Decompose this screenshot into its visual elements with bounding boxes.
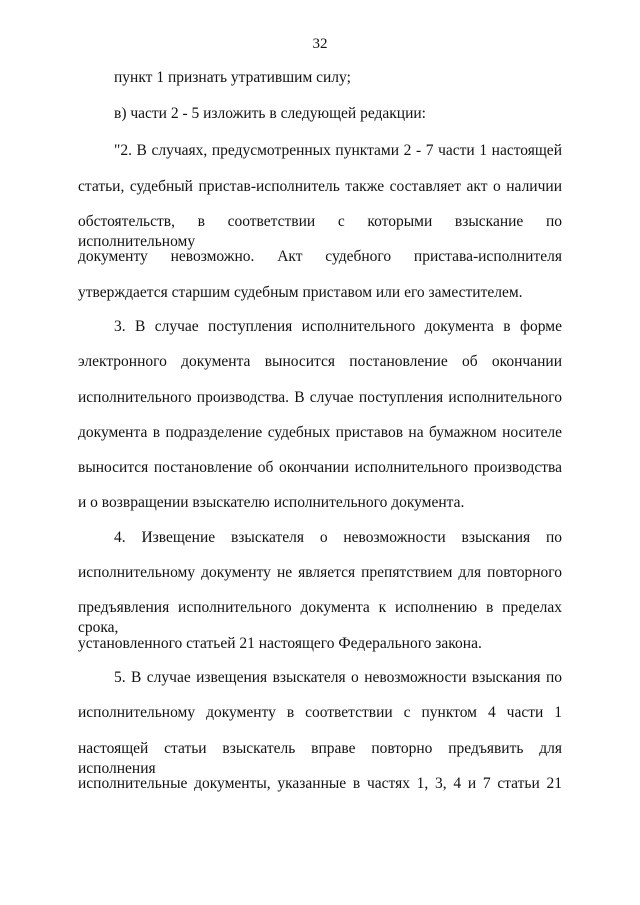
text-line: настоящей статьи взыскатель вправе повторно предъявить для исполнения — [78, 740, 562, 777]
text-line: выносится постановление об окончании исполнительного производства — [78, 459, 562, 476]
text-line: статьи, судебный пристав-исполнитель также составляет акт о наличии — [78, 178, 562, 195]
text-line: электронного документа выносится постановление об окончании — [78, 353, 562, 370]
text-line: документа в подразделение судебных приставов на бумажном носителе — [78, 424, 562, 441]
text-line: исполнительные документы, указанные в частях 1, 3, 4 и 7 статьи 21 — [78, 775, 562, 792]
text-line: "2. В случаях, предусмотренных пунктами 2 - 7 части 1 настоящей — [114, 142, 562, 159]
text-line: установленного статьей 21 настоящего Федерального закона. — [78, 635, 482, 652]
text-line: и о возвращении взыскателю исполнительного документа. — [78, 494, 465, 511]
text-line: утверждается старшим судебным приставом или его заместителем. — [78, 284, 523, 301]
text-line: исполнительного производства. В случае поступления исполнительного — [78, 389, 562, 406]
text-line: 3. В случае поступления исполнительного документа в форме — [114, 318, 562, 335]
text-line: обстоятельств, в соответствии с которыми взыскание по исполнительному — [78, 213, 562, 250]
text-line: 4. Извещение взыскателя о невозможности взыскания по — [114, 529, 562, 546]
text-line: документу невозможно. Акт судебного пристава-исполнителя — [78, 248, 562, 265]
page-number: 32 — [312, 36, 328, 52]
text-line: исполнительному документу не является препятствием для повторного — [78, 564, 562, 581]
text-line: в) части 2 - 5 изложить в следующей редакции: — [114, 105, 426, 122]
text-line: 5. В случае извещения взыскателя о невозможности взыскания по — [114, 669, 562, 686]
text-line: предъявления исполнительного документа к исполнению в пределах срока, — [78, 599, 562, 636]
text-line: исполнительному документу в соответствии с пунктом 4 части 1 — [78, 704, 562, 721]
text-line: пункт 1 признать утратившим силу; — [114, 69, 351, 86]
